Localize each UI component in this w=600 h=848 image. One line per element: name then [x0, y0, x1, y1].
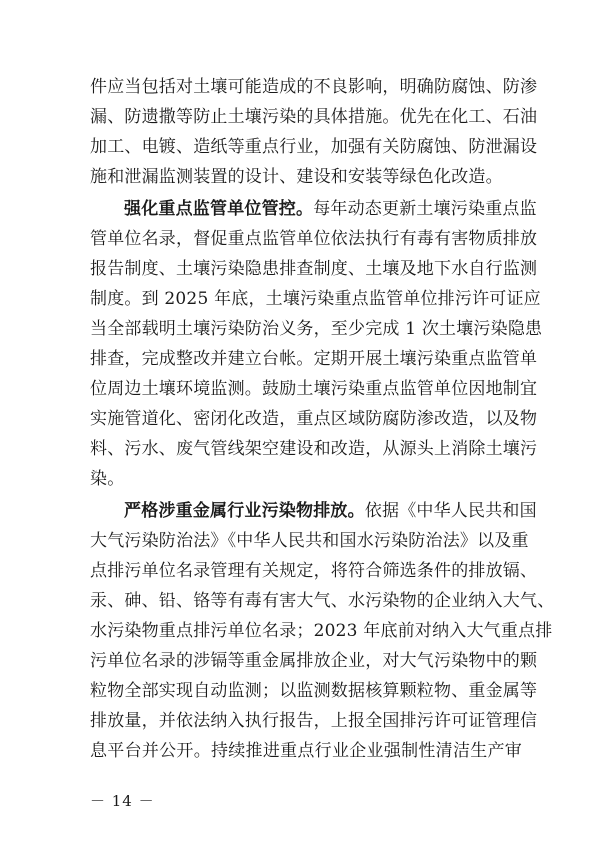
text-line: 息平台并公开。持续推进重点行业企业强制性清洁生产审: [90, 741, 522, 761]
text-line: 点排污单位名录管理有关规定，将符合筛选条件的排放镉、: [90, 561, 538, 581]
text-line: 施和泄漏监测装置的设计、建设和安装等绿色化改造。: [90, 167, 503, 187]
paragraph-key-unit-control: [90, 194, 543, 494]
text-line: 水污染物重点排污单位名录；2023 年底前对纳入大气重点排: [90, 621, 553, 641]
paragraph-leak-prevention: [90, 72, 538, 192]
paragraph-heading: 强化重点监管单位管控。: [124, 199, 314, 219]
text-line: [90, 194, 537, 224]
paragraph-heavy-metal-emissions: [90, 496, 555, 766]
text-line: 制度。到 2025 年底，土壤污染重点监管单位排污许可证应: [90, 289, 541, 309]
text-line: 加工、电镀、造纸等重点行业，加强有关防腐蚀、防泄漏设: [90, 137, 538, 157]
text-line: 报告制度、土壤污染隐患排查制度、土壤及地下水自行监测: [90, 259, 538, 279]
text-run: 依据《中华人民共和国: [364, 501, 537, 521]
document-body: [90, 72, 555, 766]
paragraph-heading: 严格涉重金属行业污染物排放。: [124, 501, 365, 521]
text-line: 排放量，并依法纳入执行报告，上报全国排污许可证管理信: [90, 711, 538, 731]
text-line: [90, 496, 537, 526]
text-run: 每年动态更新土壤污染重点监: [313, 199, 537, 219]
text-line: 排查，完成整改并建立台帐。定期开展土壤污染重点监管单: [90, 349, 538, 369]
text-line: 管单位名录，督促重点监管单位依法执行有毒有害物质排放: [90, 229, 538, 249]
page-number: － 14 －: [90, 792, 155, 810]
text-line: 染。: [90, 469, 125, 489]
text-line: 粒物全部实现自动监测；以监测数据核算颗粒物、重金属等: [90, 681, 538, 701]
text-line: 位周边土壤环境监测。鼓励土壤污染重点监管单位因地制宜: [90, 379, 538, 399]
text-line: 件应当包括对土壤可能造成的不良影响，明确防腐蚀、防渗: [90, 77, 538, 97]
text-line: 当全部载明土壤污染防治义务，至少完成 1 次土壤污染隐患: [90, 319, 543, 339]
text-line: 大气污染防治法》《中华人民共和国水污染防治法》以及重: [90, 531, 529, 551]
text-line: 料、污水、废气管线架空建设和改造，从源头上消除土壤污: [90, 439, 538, 459]
text-line: 汞、砷、铅、铬等有毒有害大气、水污染物的企业纳入大气、: [90, 591, 555, 611]
text-line: 实施管道化、密闭化改造，重点区域防腐防渗改造，以及物: [90, 409, 538, 429]
text-line: 漏、防遗撒等防止土壤污染的具体措施。优先在化工、石油: [90, 107, 538, 127]
text-line: 污单位名录的涉镉等重金属排放企业，对大气污染物中的颗: [90, 651, 538, 671]
